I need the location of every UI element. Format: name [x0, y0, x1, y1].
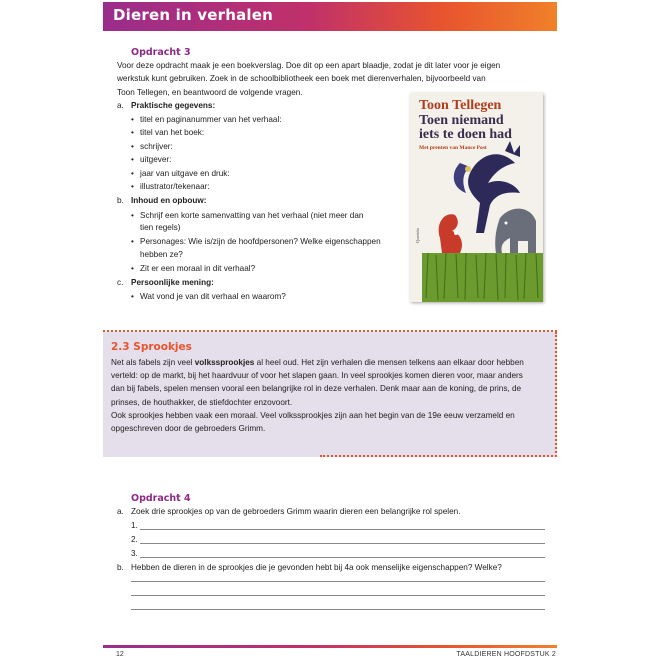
intro-line: Voor deze opdracht maak je een boekverslag. Doe dit op een apart blaadje, zodat je dit later voor je eigen — [117, 61, 501, 70]
question-b-letter: b. — [117, 563, 124, 572]
footer-bar — [103, 645, 557, 648]
list-item: • Schrijf een korte samenvatting van het verhaal (niet meer dan — [131, 209, 381, 222]
header-bar — [103, 2, 557, 31]
text-span: al heel oud. Het zijn verhalen die mensen telkens aan elkaar door hebben — [254, 358, 524, 367]
text-span: Net als fabels zijn veel — [111, 358, 195, 367]
page-number: 12 — [116, 651, 124, 658]
section-c-letter: c. — [117, 278, 124, 287]
book-title-line: Toen niemand — [419, 113, 504, 128]
answer-label-2: 2. — [131, 535, 138, 544]
opdracht-3-heading: Opdracht 3 — [131, 47, 191, 58]
book-subtitle: Met prenten van Mance Post — [419, 145, 487, 151]
answer-line-3[interactable] — [140, 557, 545, 558]
box-dotted-border-bottom — [320, 455, 557, 457]
squirrel — [439, 214, 462, 253]
continuation-text: hebben ze? — [140, 250, 183, 260]
bold-term: volkssprookjes — [194, 358, 255, 367]
answer-label-1: 1. — [131, 521, 138, 530]
list-item: • Wat vond je van dit verhaal en waarom? — [131, 290, 286, 303]
chapter-label: TAALDIEREN HOOFDSTUK 2 — [456, 651, 556, 658]
section-b-letter: b. — [117, 196, 124, 205]
list-item: • schrijver: — [131, 140, 282, 153]
answer-line-b2[interactable] — [131, 595, 545, 596]
text-line: verteld: op de markt, bij het haardvuur of voor het slapen gaan. In veel sprookjes komen dieren voor, maar anders — [111, 371, 523, 381]
info-box-sprookjes — [103, 332, 557, 457]
answer-line-2[interactable] — [140, 543, 545, 544]
intro-line: werkstuk kunt gebruiken. Zoek in de schoolbibliotheek een boek met dierenverhalen, bijvoorbeeld van — [117, 74, 486, 84]
box-dotted-border-right — [555, 332, 557, 457]
section-c-title: Persoonlijke mening: — [131, 278, 214, 287]
answer-line-b1[interactable] — [131, 581, 545, 582]
list-item: • jaar van uitgave en druk: — [131, 167, 282, 180]
intro-line: Toon Tellegen, en beantwoord de volgende vragen. — [117, 87, 303, 97]
text-line: Ook sprookjes hebben vaak een moraal. Veel volkssprookjes zijn aan het begin van de 19e eeuw verzameld en — [111, 410, 515, 420]
answer-line-1[interactable] — [140, 529, 545, 530]
section-a-letter: a. — [117, 101, 124, 110]
list-item: • illustrator/tekenaar: — [131, 180, 282, 193]
text-line — [111, 356, 551, 369]
section-a-list — [131, 113, 282, 193]
text-line: dan bij fabels, spelen mensen vooral een belangrijke rol in deze verhalen. Denk maar aan de koning, de prins, de — [111, 384, 522, 394]
elephant — [495, 209, 536, 253]
list-item: • Zit er een moraal in dit verhaal? — [131, 262, 381, 275]
list-item: • uitgever: — [131, 153, 282, 166]
text-line: prinses, de houthakker, de stiefdochter enzovoort. — [111, 397, 293, 407]
list-item: • titel en paginanummer van het verhaal: — [131, 113, 282, 126]
question-a-letter: a. — [117, 507, 124, 516]
list-item-continuation — [131, 221, 381, 234]
question-b-text: Hebben de dieren in de sprookjes die je gevonden hebt bij 4a ook menselijke eigenschappen? Welke? — [131, 563, 502, 572]
sprookjes-text — [111, 356, 551, 435]
answer-line-b3[interactable] — [131, 609, 545, 610]
section-b-title: Inhoud en opbouw: — [131, 196, 207, 205]
list-item: • Personages: Wie is/zijn de hoofdpersonen? Welke eigenschappen — [131, 235, 381, 248]
book-illustration — [410, 93, 543, 302]
book-title-line: iets te doen had — [419, 127, 512, 142]
section-b-list — [131, 209, 381, 275]
list-item-continuation — [131, 248, 381, 261]
page-title: Dieren in verhalen — [113, 6, 274, 24]
sprookjes-heading: 2.3 Sprookjes — [111, 341, 192, 353]
opdracht-4-heading: Opdracht 4 — [131, 493, 191, 504]
question-a-text: Zoek drie sprookjes op van de gebroeders Grimm waarin dieren een belangrijke rol spelen. — [131, 507, 461, 516]
book-author: Toon Tellegen — [419, 98, 502, 113]
section-a-title: Praktische gegevens: — [131, 101, 216, 110]
section-c-list — [131, 290, 286, 303]
book-publisher: Querido — [415, 228, 420, 243]
continuation-text: tien regels) — [140, 223, 181, 233]
list-item: • titel van het boek: — [131, 126, 282, 139]
answer-label-3: 3. — [131, 549, 138, 558]
book-cover — [410, 93, 543, 302]
text-line: opgeschreven door de gebroeders Grimm. — [111, 424, 266, 434]
